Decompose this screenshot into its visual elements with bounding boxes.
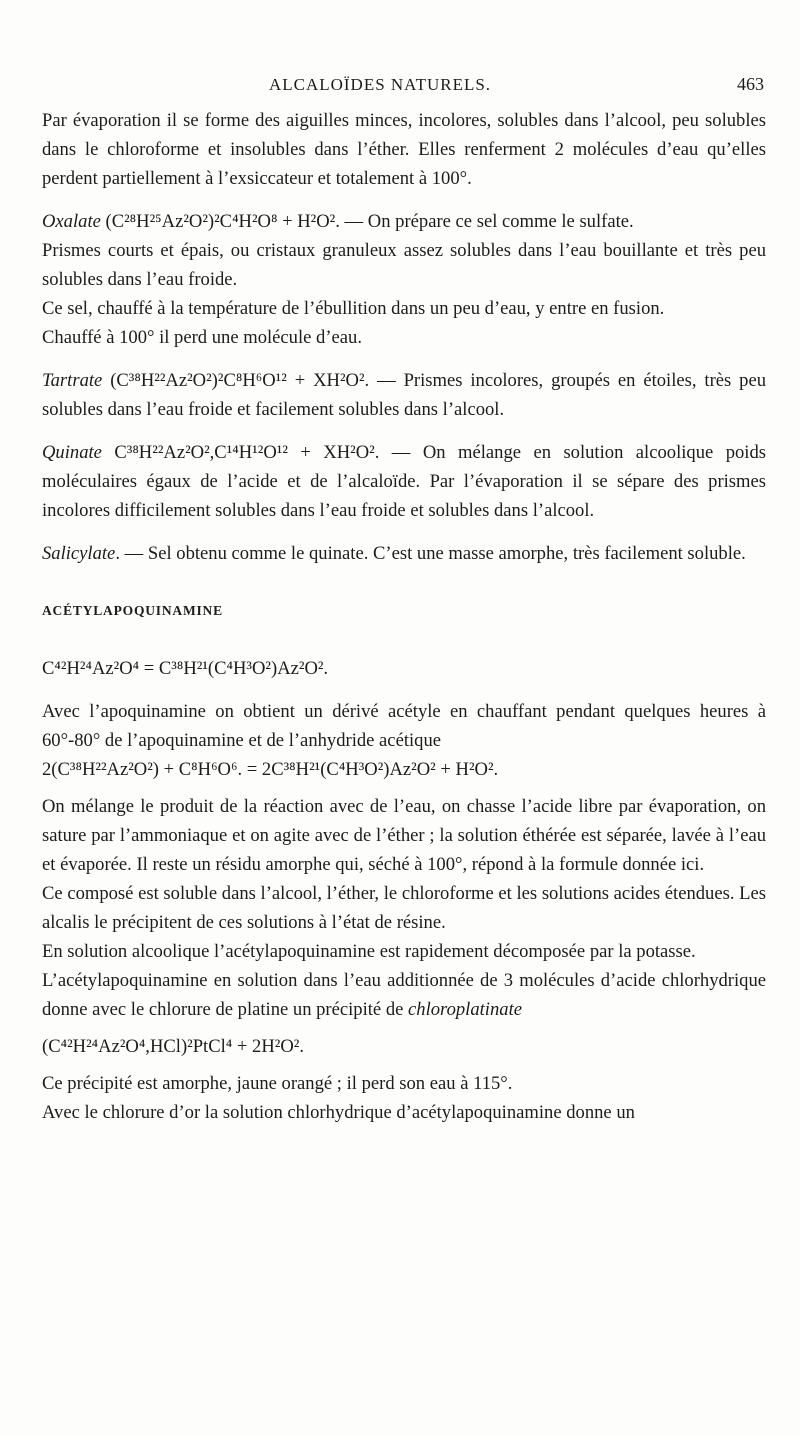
paragraph: Prismes courts et épais, ou cristaux granuleux assez solubles dans l’eau bouillante et très peu solubles dans l’eau froide. bbox=[42, 240, 766, 290]
page-body bbox=[42, 106, 766, 1127]
salt-text: (C²⁸H²⁵Az²O²)²C⁴H²O⁸ + H²O². — On prépare ce sel comme le sulfate. bbox=[100, 211, 634, 232]
salt-name: Salicylate bbox=[42, 543, 116, 564]
paragraph: Ce précipité est amorphe, jaune orangé ; il perd son eau à 115°. bbox=[42, 1073, 513, 1094]
formula: C⁴²H²⁴Az²O⁴ = C³⁸H²¹(C⁴H³O²)Az²O². bbox=[42, 658, 329, 679]
paragraph: On mélange le produit de la réaction avec de l’eau, on chasse l’acide libre par évaporation, on sature par l’ammoniaque et on agite avec de l’éther ; la solution éthérée est séparée, lavée à l’eau et évaporée. Il reste un résidu amorphe qui, séché à 100°, répond à la formule donnée ici. bbox=[42, 796, 766, 875]
formula: (C⁴²H²⁴Az²O⁴,HCl)²PtCl⁴ + 2H²O². bbox=[42, 1036, 305, 1057]
section-title: ACÉTYLAPOQUINAMINE bbox=[42, 603, 223, 618]
paragraph: Par évaporation il se forme des aiguilles minces, incolores, solubles dans l’alcool, peu solubles dans le chloroforme et insolubles dans l’éther. Elles renferment 2 molécules d’eau qu’elles perdent partiellement à l’exsiccateur et totalement à 100°. bbox=[42, 110, 766, 189]
salt-text: . — Sel obtenu comme le quinate. C’est une masse amorphe, très facilement soluble. bbox=[115, 543, 746, 564]
salt-name: Quinate bbox=[42, 442, 102, 463]
paragraph: Chauffé à 100° il perd une molécule d’eau. bbox=[42, 327, 362, 348]
page-number: 463 bbox=[737, 74, 764, 94]
salt-text: (C³⁸H²²Az²O²)²C⁸H⁶O¹² + XH²O². — Prismes incolores, groupés en étoiles, très peu solubles dans l’eau froide et facilement solubles dans l’alcool. bbox=[42, 370, 766, 420]
tartrate-paragraph bbox=[42, 366, 766, 424]
formula: 2(C³⁸H²²Az²O²) + C⁸H⁶O⁶. = 2C³⁸H²¹(C⁴H³O²)Az²O² + H²O². bbox=[42, 759, 499, 780]
salt-name: Tartrate bbox=[42, 370, 103, 391]
paragraph: Avec le chlorure d’or la solution chlorhydrique d’acétylapoquinamine donne un bbox=[42, 1102, 635, 1123]
oxalate-paragraph bbox=[42, 207, 766, 236]
paragraph bbox=[42, 966, 766, 1024]
paragraph: En solution alcoolique l’acétylapoquinamine est rapidement décomposée par la potasse. bbox=[42, 941, 696, 962]
salt-name: Oxalate bbox=[42, 211, 101, 232]
paragraph-text: L’acétylapoquinamine en solution dans l’eau additionnée de 3 molécules d’acide chlorhydrique donne avec le chlorure de platine un précipité de bbox=[42, 970, 766, 1020]
paragraph: Ce composé est soluble dans l’alcool, l’éther, le chloroforme et les solutions acides étendues. Les alcalis le précipitent de ces solutions à l’état de résine. bbox=[42, 883, 766, 933]
paragraph: Ce sel, chauffé à la température de l’ébullition dans un peu d’eau, y entre en fusion. bbox=[42, 298, 665, 319]
salt-text: C³⁸H²²Az²O²,C¹⁴H¹²O¹² + XH²O². — On mélange en solution alcoolique poids moléculaires égaux de l’acide et de l’alcaloïde. Par l’évaporation il se sépare des prismes incolores difficilement solubles dans l’eau froide et solubles dans l’alcool. bbox=[42, 442, 766, 521]
running-header: ALCALOÏDES NATURELS. bbox=[268, 75, 492, 94]
quinate-paragraph bbox=[42, 438, 766, 525]
paragraph-italic: chloroplatinate bbox=[408, 999, 522, 1020]
salicylate-paragraph bbox=[42, 539, 766, 568]
paragraph: Avec l’apoquinamine on obtient un dérivé acétyle en chauffant pendant quelques heures à 60°-80° de l’apoquinamine et de l’anhydride acétique bbox=[42, 701, 766, 751]
